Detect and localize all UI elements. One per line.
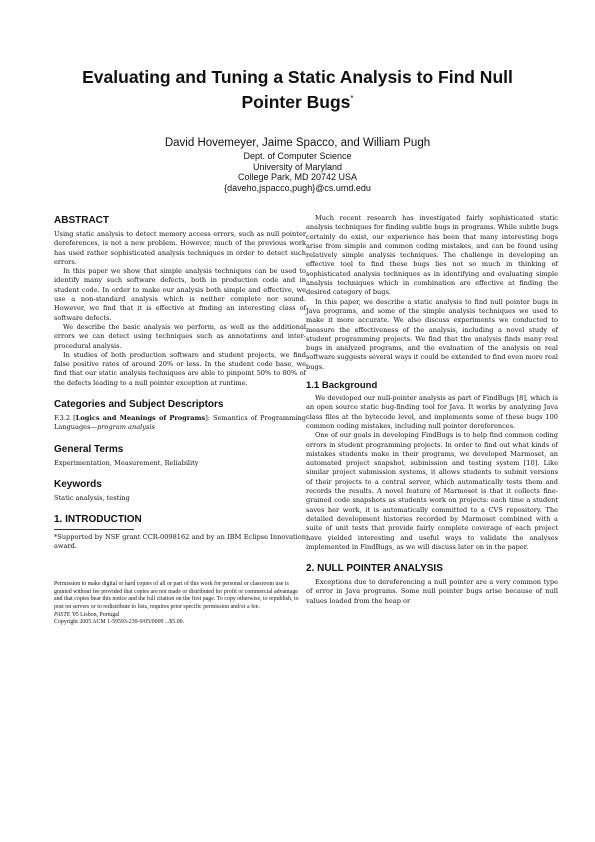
intro-paragraph-1: Much recent research has investigated fairly sophisticated static analysis techniques for finding subtle bugs in programs. While subtle bugs certainly do exist, our experience has been that many interesting bugs arise from simple and common coding mistakes, and can be found using relatively simple analysis techniques. The challenge in developing an effective tool to find these bugs lies not so much in thinking of sophisticated analysis techniques as in identifying and evaluating simple analysis techniques which in combination are effective at finding the desired category of bugs. — [306, 214, 558, 297]
abstract-paragraph-2: In this paper we show that simple analysis techniques can be used to identify many such software defects, both in production code and in student code. In order to make our analysis both simple and effective, we use a non-standard analysis which is neither complete nor sound. However, we find that it is effective at finding an interesting class of software defects. — [54, 267, 306, 322]
keywords-text: Static analysis, testing — [54, 493, 130, 502]
venue-name: PASTE — [54, 611, 71, 618]
left-column — [54, 214, 306, 627]
affiliation-email: {daveho,jspacco,pugh}@cs.umd.edu — [224, 182, 371, 193]
permission-copyright: Copyright 2005 ACM 1-59593-239-9/05/0009 ...$5.00. — [54, 619, 185, 626]
null-pointer-paragraph-1: Exceptions due to dereferencing a null pointer are a very common type of error in Java programs. Some null pointer bugs arise because of null values loaded from the heap or — [306, 578, 558, 605]
categories-heading: Categories and Subject Descriptors — [54, 399, 224, 411]
footnote-rule — [54, 529, 134, 530]
affiliation-dept: Dept. of Computer Science — [243, 151, 352, 161]
footnote-text: *Supported by NSF grant CCR-0098162 and by an IBM Eclipse Innovation award. — [54, 533, 306, 551]
abstract-paragraph-4: In studies of both production software and student projects, we find false positive rates of around 20% or less. In the student code base, we find that our static analysis techniques are able to pinpoint 50% to 80% of the defects leading to a null pointer exception at runtime. — [54, 350, 306, 387]
background-paragraph-1: We developed our null-pointer analysis as part of FindBugs [8], which is an open source static bug-finding tool for Java. It works by analyzing Java class files at the bytecode level, and implements some of these bugs 100 common coding mistakes, including null pointer dereferences. — [306, 394, 558, 430]
categories-rest: ]: Semantics of Programming Languages— — [54, 414, 306, 432]
categories-text — [54, 414, 306, 433]
intro-paragraph-2: In this paper, we describe a static analysis to find null pointer bugs in Java programs, and some of the simple analysis techniques we used to make it more accurate. We also discuss experiments we conducted to measure the effectiveness of the analysis, including a novel study of student programming projects. We find that the analysis finds many real bugs in analyzed programs, and the evaluation of the analysis on real software suggests several ways it could be extended to find even more real bugs. — [306, 297, 558, 371]
general-terms-heading: General Terms — [54, 443, 124, 455]
title-line-2: Pointer Bugs — [241, 91, 351, 112]
permission-text: Permission to make digital or hard copies of all or part of this work for personal or classroom use is granted without fee provided that copies are not made or distributed for profit or commercial advantage and that copies bear this notice and the full citation on the first page. To copy otherwise, to republish, to post on servers or to redistribute to lists, requires prior specific permission and/or a fee. — [54, 581, 299, 611]
abstract-paragraph-1: Using static analysis to detect memory access errors, such as null pointer dereferences, is not a new problem. However, much of the previous work has used rather sophisticated analysis techniques in order to detect such errors. — [54, 230, 306, 266]
paper-title — [40, 66, 555, 113]
affiliation-university: University of Maryland — [252, 161, 343, 172]
background-paragraph-2: One of our goals in developing FindBugs is to help find common coding errors in student programming projects. In order to find out what kinds of mistakes students make in their programs, we developed Marmoset, an automated project snapshot, submission and testing system [10]. Like similar project submission systems, it allows students to submit versions of their projects to a central server, which automatically tests them and records the results. A novel feature of Marmoset is that it collects fine-grained code snapshots as students work on projects: each time a student saves her work, it is automatically committed to a CVS repository. The detailed development histories recorded by Marmoset combined with a suite of unit tests that provide fairly complete coverage of each project have yielded interesting and useful ways to validate the analyses implemented in FindBugs, as we will discuss later on in the paper. — [306, 431, 558, 551]
categories-code: F.3.2 [ — [54, 414, 76, 423]
title-line-1: Evaluating and Tuning a Static Analysis to Find Null — [82, 67, 513, 87]
categories-italic: program analysis — [97, 423, 155, 432]
categories-bold: Logics and Meanings of Programs — [75, 414, 206, 423]
keywords-heading: Keywords — [54, 478, 102, 490]
background-heading: 1.1 Background — [306, 380, 378, 392]
null-pointer-analysis-heading: 2. NULL POINTER ANALYSIS — [306, 563, 443, 575]
venue-location: '05 Lisbon, Portugal — [70, 611, 120, 618]
author-list: David Hovemeyer, Jaime Spacco, and William Pugh — [164, 137, 431, 149]
title-footnote-mark: * — [350, 94, 354, 103]
affiliation-block — [40, 151, 555, 193]
right-column — [306, 214, 558, 606]
introduction-heading: 1. INTRODUCTION — [54, 514, 142, 526]
abstract-paragraph-3: We describe the basic analysis we perform, as well as the additional errors we can detect using techniques such as annotations and inter-procedural analysis. — [54, 322, 306, 350]
general-terms-text: Experimentation, Measurement, Reliability — [54, 458, 199, 467]
abstract-heading: ABSTRACT — [54, 215, 109, 226]
affiliation-address: College Park, MD 20742 USA — [237, 172, 358, 183]
permission-notice — [54, 581, 306, 627]
